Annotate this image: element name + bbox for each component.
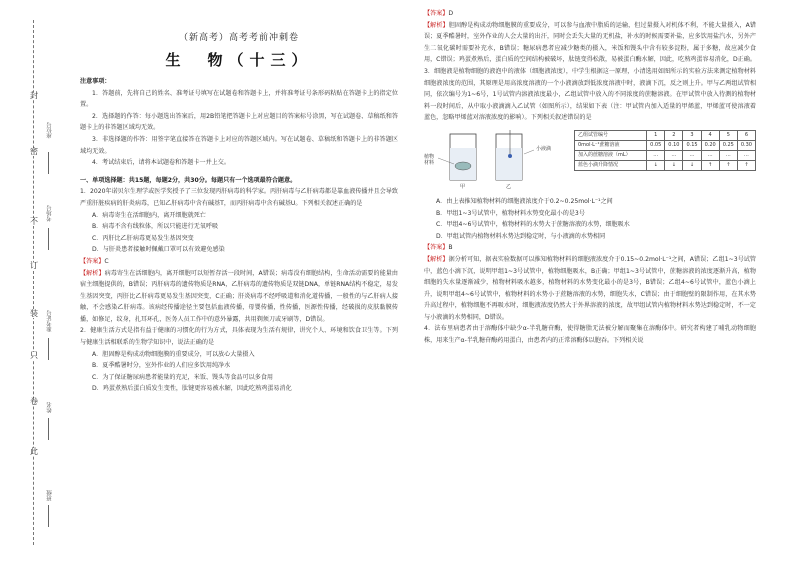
strip-glyph-4: 订 — [30, 261, 38, 270]
q4-stem: 4．法布里病患者由于溶酶体中缺少α-半乳糖苷酶，使得糖脂无法被分解而聚集在溶酶体中。研究者构建了哺乳动物细胞株，用来生产α-半乳糖苷酶药用蛋白，由患者内的正常溶酶体以胞吞。下列相关说 — [424, 325, 756, 345]
figure-label-material: 植物材料 — [424, 153, 435, 166]
strip-underline — [48, 228, 49, 250]
table-cell: ↓ — [647, 160, 665, 170]
q3-option-c: C．甲组4~6号试管中，植物材料的水势大于蔗糖溶液的水势，细胞吸水 — [436, 221, 630, 229]
q1-stem: 1．2020年诺贝尔生理学或医学奖授予了三位发现丙肝病毒的科学家。丙肝病毒与乙肝病毒都是靠血液传播并且会导致严重肝脏疾病的肝炎病毒，已知乙肝病毒中含有碱基T，而丙肝病毒中含有碱基U。下列相关叙述正确的是 — [80, 188, 398, 207]
strip-glyph-5: 装 — [30, 309, 38, 318]
strip-label-seat: 座位号 — [47, 122, 53, 139]
notice-item: 1．答题前，先将自己的姓名、准考证号填写在试题卷和答题卡上，并将准考证号条形码粘贴在答题卡上的指定位置。 — [80, 89, 398, 109]
q3-analysis-text: 据分析可知，据表实验数据可以推知植物材料的细胞液浓度介于0.15~0.2mol·L⁻¹之间，A错误；乙组1~3号试管中，蓝色小滴下沉，说明甲组1~3号试管中，植物细胞吸水，B正确；甲组1~3号试管中，蔗糖溶液的浓度逐渐升高，植物细胞的失水量逐渐减少，植物材料吸水越多，植物材料的水势变化最小的是3号，B错误；乙组4~6号试管中，蓝色小滴上升，说明甲组4~6号试管中，植物材料的水势小于蔗糖溶液的水势，细胞失水，C错误；由于细胞壁的限制作用，在其水势升高过程中，植物细胞不再吸水时，细胞液浓度仍然大于外界溶液的浓度，故甲组试管内植物材料水势达到稳定时，不一定与小液滴的水势相同，D错误。 — [424, 255, 756, 321]
table-cell: … — [719, 150, 737, 160]
q3-analysis — [424, 254, 756, 324]
table-cell: … — [647, 150, 665, 160]
q2-answer-value: D — [448, 10, 454, 17]
table-cell: … — [737, 150, 755, 160]
analysis-tag: 【解析】 — [80, 269, 105, 277]
q3-option-a: A．由上表推知植物材料的细胞液浓度介于0.2~0.25mol·L⁻¹之间 — [436, 197, 613, 205]
table-cell: 乙组试管编号 — [575, 130, 647, 140]
table-cell: ↓ — [665, 160, 683, 170]
notice-item: 2．选择题的作答：每小题选出答案后，用2B铅笔把答题卡上对应题目的答案标号涂黑，写在试题卷、草稿纸和答题卡上的非答题区域均无效。 — [80, 112, 398, 132]
notice-item: 3．非选择题的作答：用签字笔直接答在答题卡上对应的答题区域内。写在试题卷、草稿纸和答题卡上的非答题区域均无效。 — [80, 135, 398, 155]
table-row — [575, 150, 756, 160]
table-cell: 2 — [665, 130, 683, 140]
q2-analysis-text: 胆固醇是构成动物细胞膜的重要成分，可以参与血液中脂质的运输，但过量摄入对机体不利，不能大量摄入，A错误；夏季酷暑时，室外作业的人会大量的出汗，同时会丢失大量的无机盐，补水的时候需要补盐，应多饮用盐汽水，另外产生二氧化碳时需要补充水，B错误；糖尿病患者应减少糖类的摄入，米饭和馒头中含有较多淀粉，属于多糖，故应减少食用，C错误；鸡蛋煮熟后，蛋白质的空间结构被破坏，肽链变得松散，易被蛋白酶水解，因此，吃熟鸡蛋容易消化，D正确。 — [424, 21, 757, 64]
strip-label-ticket: 准考证号 — [47, 310, 53, 332]
q2-option-d: D．鸡蛋煮熟后蛋白质发生变性，肽键更容易被水解，因此吃熟鸡蛋易消化 — [92, 385, 292, 393]
q2-answer — [424, 8, 756, 20]
q1-answer — [80, 256, 398, 268]
table-cell: ↑ — [719, 160, 737, 170]
table-cell: 3 — [683, 130, 701, 140]
table-cell: 0.20 — [701, 140, 719, 150]
table-cell: 4 — [701, 130, 719, 140]
table-cell: 5 — [719, 130, 737, 140]
q3-figure — [424, 126, 756, 194]
strip-glyph-1: 封 — [30, 91, 38, 100]
table-cell: ↓ — [683, 160, 701, 170]
table-cell: 0.15 — [683, 140, 701, 150]
strip-underline — [48, 418, 49, 440]
q1-option-d: D．与肝炎患者接触时佩戴口罩可以有效避免感染 — [92, 246, 225, 254]
figure-label-b: 乙 — [506, 183, 512, 190]
answer-tag: 【答案】 — [80, 257, 105, 265]
strip-underline — [48, 338, 49, 360]
table-row — [575, 140, 756, 150]
q3-option-b: B．甲组1~3号试管中，植物材料水势变化最小的是3号 — [436, 209, 585, 217]
q2-option-a: A．胆固醇是构成动物细胞膜的重要成分，可以放心大量摄入 — [92, 350, 255, 358]
table-cell: … — [683, 150, 701, 160]
table-row — [575, 160, 756, 170]
table-cell: 6 — [737, 130, 755, 140]
strip-glyph-7: 卷 — [30, 397, 38, 406]
strip-label-name: 姓名 — [47, 402, 53, 413]
q3-option-d: D．甲组试管内植物材料水势达到稳定时，与小液滴的水势相同 — [436, 232, 606, 240]
answer-tag: 【答案】 — [424, 10, 449, 17]
q3-answer-value: B — [448, 244, 453, 252]
q1-analysis-text: 病毒寄生在活细胞内，离开细胞可以短暂存活一段时间，A错误；病毒没有细胞结构，生命活动需要的能量由宿主细胞提供的，B错误；丙肝病毒的遗传物质是RNA，乙肝病毒的遗传物质是双链DNA，单链RNA结构不稳定，易发生基因突变，丙肝比乙肝病毒更易发生基因突变，C正确；肝炎病毒不经呼吸道和消化道传播，一般性的与乙肝病人接触，不会感染乙肝病毒。该病经传播途径主要包括血液传播，母婴传播，性传播，医源性传播，经破损的皮肤黏膜传播，如修足，纹身，扎耳环孔，医务人员工作中的意外暴露，共用剃须刀或牙刷等，D错误。 — [80, 269, 399, 323]
strip-underline — [48, 152, 49, 174]
strip-glyph-6: 只 — [30, 351, 38, 360]
strip-glyph-3: 不 — [30, 217, 38, 226]
table-cell: 0.10 — [665, 140, 683, 150]
q2-option-b: B．夏季酷暑时分，室外作业的人们应多饮用纯净水 — [92, 362, 231, 370]
table-cell: 0.30 — [737, 140, 755, 150]
table-cell: ↑ — [737, 160, 755, 170]
binding-strip — [0, 0, 60, 562]
table-cell: … — [665, 150, 683, 160]
notice-item: 4．考试结束后，请将本试题卷和答题卡一并上交。 — [92, 159, 230, 167]
table-cell: 加入的蔗糖溶液（mL） — [575, 150, 647, 160]
result-table — [574, 130, 756, 171]
table-cell: … — [701, 150, 719, 160]
strip-label-class: 班级 — [47, 490, 53, 501]
exam-supertitle: （新高考）高考考前冲刺卷 — [178, 33, 299, 43]
q3-answer — [424, 242, 756, 254]
table-row — [575, 130, 756, 140]
exam-title: 生 物（十三） — [165, 51, 313, 69]
analysis-tag: 【解析】 — [424, 21, 449, 29]
section-heading: 一、单项选择题：共15题，每题2分，共30分。每题只有一个选项最符合题意。 — [80, 176, 297, 184]
table-cell: ↑ — [701, 160, 719, 170]
q1-option-b: B．病毒不含有线粒体，所以只能进行无氧呼吸 — [92, 223, 219, 231]
q1-analysis — [80, 268, 398, 326]
figure-label-droplet: 小液滴 — [536, 145, 552, 152]
strip-glyph-2: 密 — [30, 147, 38, 156]
q2-option-c: C．为了保证糖尿病患者能量的充足，米饭、馒头等食品可以多食用 — [92, 373, 273, 381]
q1-option-c: C．丙肝比乙肝病毒更易发生基因突变 — [92, 234, 194, 242]
table-cell: 0mol·L⁻¹蔗糖溶液 — [575, 140, 647, 150]
beaker-diagram — [438, 128, 558, 190]
answer-tag: 【答案】 — [424, 244, 449, 252]
figure-label-a: 甲 — [460, 183, 466, 190]
table-cell: 0.25 — [719, 140, 737, 150]
q1-option-a: A．病毒寄生在活细胞内，离开细胞就死亡 — [92, 211, 206, 219]
q3-stem: 3．细胞液是植物细胞的液泡中的液体（细胞液浓度），中学生根据这一原理，小清选用如图所示的实验方法来测定植物材料细胞液浓度的范围，其原理是用高浓度溶液的一个小液滴放到低浓度溶液中时，液滴下沉，反之则上升。甲与乙两组试管相同，依次编号为1~6号，1号试管内溶液浓度最小，乙组试管中放入的不同浓度的蔗糖溶液。在甲试管中放入待测的植物材料一段时间后，从中取小液滴滴入乙试管（如图所示），结果如下表（注：甲试管内加入适量的甲烯蓝，甲烯蓝可使溶液着蓝色，忽略甲烯蓝对溶液浓度的影响）。下列相关叙述错误的是 — [424, 67, 756, 122]
strip-label-room: 考场号 — [47, 205, 53, 222]
q1-answer-value: C — [104, 257, 109, 265]
table-cell: 0.05 — [647, 140, 665, 150]
analysis-tag: 【解析】 — [424, 255, 449, 263]
strip-underline — [48, 505, 49, 527]
strip-glyph-8: 此 — [30, 447, 38, 456]
notice-heading: 注意事项： — [80, 78, 111, 85]
table-cell: 蓝色小滴升降情况 — [575, 160, 647, 170]
q2-analysis — [424, 20, 756, 66]
table-cell: 1 — [647, 130, 665, 140]
right-column — [424, 8, 756, 347]
q2-stem: 2．健康生活方式是指有益于健康的习惯化的行为方式，具体表现为生活有规律，讲究个人、环境和饮食卫生等。下列与健康生活相联系的生物学知识中，说法正确的是 — [80, 327, 398, 347]
left-column — [80, 30, 398, 395]
